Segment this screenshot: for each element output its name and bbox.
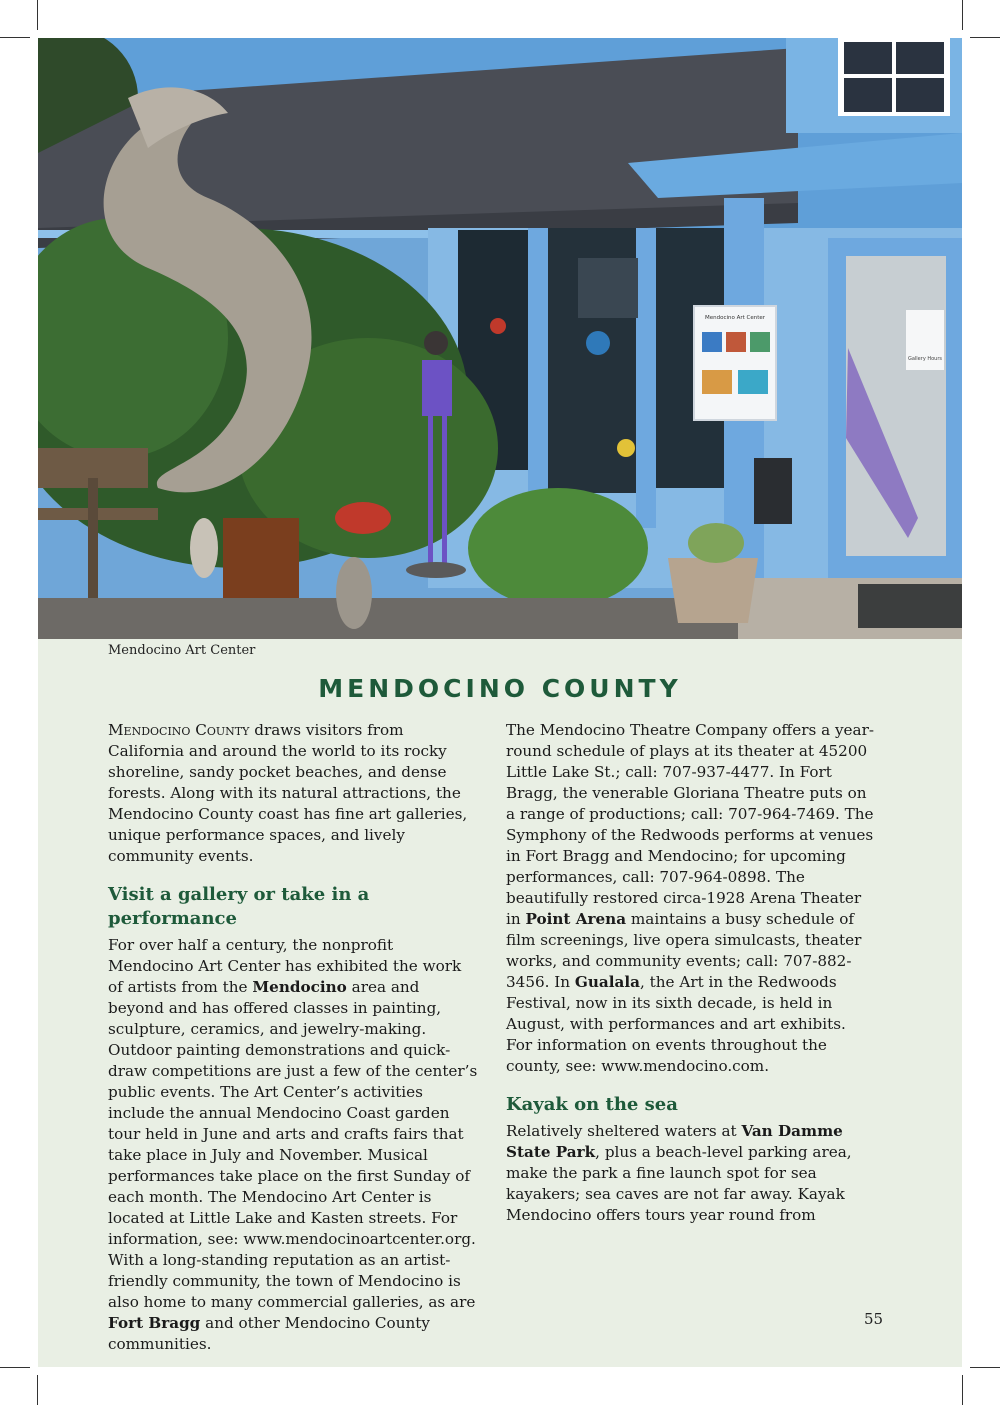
text-run: and other Mendocino County communities.: [108, 1314, 430, 1353]
intro-paragraph: [108, 720, 480, 867]
crop-mark: [962, 0, 963, 30]
sign-title: Mendocino Art Center: [704, 315, 766, 321]
place-name: Mendocino: [252, 978, 347, 996]
text-run: , plus a beach-level parking area, make the park a fine launch spot for sea kayakers; sea caves are not far away. Kayak Mendocino offers tours year round from: [506, 1143, 852, 1224]
crop-mark: [970, 37, 1000, 38]
page-number: 55: [864, 1310, 884, 1328]
crop-mark: [37, 1375, 38, 1405]
article-column-left: [108, 720, 480, 1361]
text-run: , the Art in the Redwoods Festival, now in its sixth decade, is held in August, with performances and art exhibits. For information on events throughout the county, see: www.mendocino.com.: [506, 973, 846, 1075]
photo-caption: Mendocino Art Center: [108, 643, 256, 658]
text-run: For over half a century, the nonprofit Mendocino Art Center has exhibited the work of artists from the: [108, 936, 462, 996]
article-column-right: [506, 720, 876, 1232]
page-title: MENDOCINO COUNTY: [318, 674, 682, 703]
crop-mark: [962, 1375, 963, 1405]
place-name: Fort Bragg: [108, 1314, 201, 1332]
place-name: Gualala: [574, 973, 640, 991]
door-sign: Gallery Hours: [907, 356, 943, 362]
place-name: Van Damme State Park: [506, 1122, 843, 1161]
section-heading-gallery: Visit a gallery or take in a performance: [108, 884, 370, 929]
text-run: Relatively sheltered waters at: [506, 1122, 742, 1140]
photo-mendocino-art-center: [38, 38, 962, 639]
section-heading-kayak: Kayak on the sea: [506, 1094, 678, 1115]
text-run: maintains a busy schedule of film screenings, live opera simulcasts, theater works, and community events; call: 707-882-3456. In: [506, 910, 862, 991]
place-name: Point Arena: [525, 910, 627, 928]
crop-mark: [37, 0, 38, 30]
intro-text: draws visitors from California and around the world to its rocky shoreline, sandy pocket beaches, and dense forests. Along with its natural attractions, the Mendocino County coast has fine art galleries, unique performance spaces, and lively community events.: [108, 721, 468, 865]
gallery-paragraph-2: [506, 720, 876, 1077]
gallery-paragraph-1: [108, 935, 480, 1355]
crop-mark: [970, 1367, 1000, 1368]
crop-mark: [0, 37, 30, 38]
text-run: area and beyond and has offered classes in painting, sculpture, ceramics, and jewelry-making. Outdoor painting demonstrations and quick-draw competitions are just a few of the center’s public events. The Art Center’s activities include the annual Mendocino Coast garden tour held in June and arts and crafts fairs that take place in July and November. Musical performances take place on the first Sunday of each month. The Mendocino Art Center is located at Little Lake and Kasten streets. For information, see: www.mendocinoartcenter.org. With a long-standing reputation as an artist-friendly community, the town of Mendocino is also home to many commercial galleries, as are: [108, 978, 478, 1311]
intro-lead: Mendocino County: [108, 721, 250, 739]
text-run: The Mendocino Theatre Company offers a year-round schedule of plays at its theater at 45200 Little Lake St.; call: 707-937-4477. In Fort Bragg, the venerable Gloriana Theatre puts on a range of productions; call: 707-964-7469. The Symphony of the Redwoods performs at venues in Fort Bragg and Mendocino; for upcoming performances, call: 707-964-0898. The beautifully restored circa-1928 Arena Theater in: [506, 721, 874, 928]
kayak-paragraph: [506, 1121, 876, 1226]
crop-mark: [0, 1367, 30, 1368]
